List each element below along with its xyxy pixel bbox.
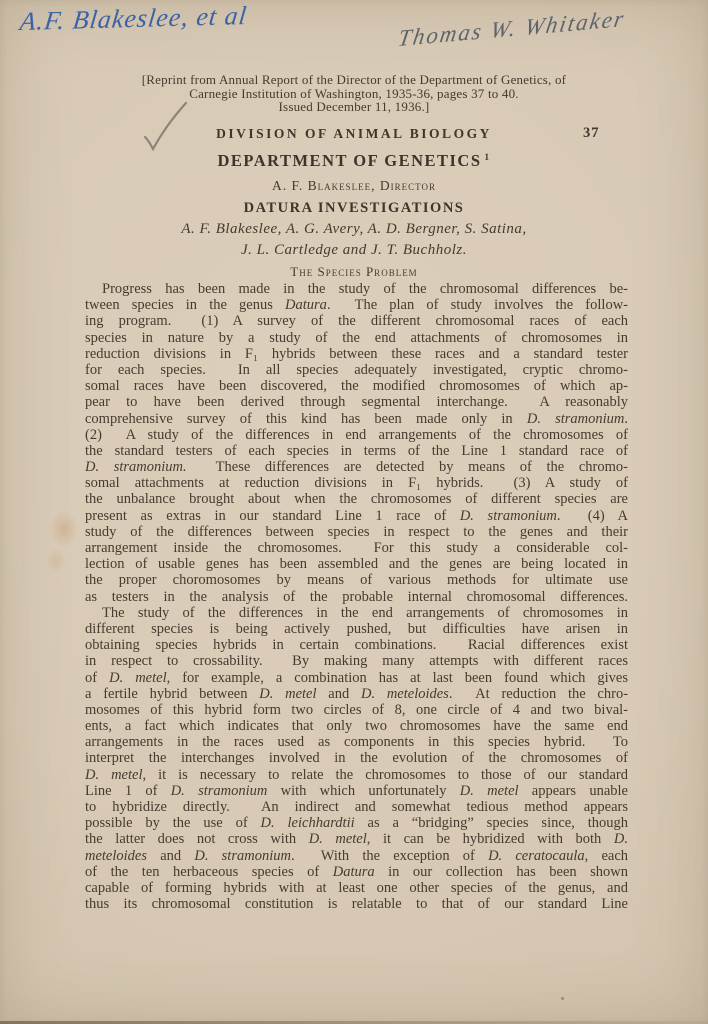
- paper-speck: [561, 997, 564, 1000]
- handwritten-inscription-left: A.F. Blakeslee, et al: [18, 0, 249, 37]
- text-line: study of the differences between species in respect to the genes and their: [85, 523, 628, 540]
- text-line: The study of the differences in the end arrangements of chromosomes in: [102, 604, 628, 621]
- text-line: of the ten herbaceous species of Datura in our collection has been shown: [85, 863, 628, 880]
- article-title: DATURA INVESTIGATIONS: [243, 200, 465, 216]
- text-line: to hybridize directly. An indirect and somewhat tedious method appears: [85, 799, 628, 815]
- text-line: meteloides and D. stramonium. With the exception of D. ceratocaula, each: [85, 847, 628, 864]
- text-line: mosomes of this hybrid form two circles of 8, one circle of 4 and two bival-: [85, 701, 628, 718]
- reprint-notice-line: Carnegie Institution of Washington, 1935-36, pages 37 to 40.: [189, 85, 519, 101]
- text-line: somal attachments at reduction divisions in F₁ hybrids. (3) A study of: [85, 475, 628, 492]
- text-line: for each species. In all species adequately investigated, cryptic chromo-: [85, 361, 628, 378]
- text-line: ents, a fact which indicates that only two chromosomes have the same end: [85, 718, 628, 735]
- department-heading-text: DEPARTMENT OF GENETICS: [217, 151, 482, 170]
- text-line: possible by the use of D. leichhardtii as a “bridging” species since, though: [85, 815, 628, 832]
- text-line: Progress has been made in the study of the chromosomal differences be-: [102, 281, 628, 297]
- text-line: reduction divisions in F₁ hybrids between these races and a standard tester: [85, 345, 628, 362]
- text-line: present as extras in our standard Line 1 race of D. stramonium. (4) A: [85, 507, 628, 524]
- text-line: tween species in the genus Datura. The plan of study involves the follow-: [85, 297, 628, 314]
- reprint-notice-line: [Reprint from Annual Report of the Director of the Department of Genetics, of: [141, 72, 567, 87]
- authors-line: J. L. Cartledge and J. T. Buchholz.: [241, 242, 467, 258]
- text-line: arrangement inside the chromosomes. For this study a considerable col-: [85, 540, 628, 556]
- paper-stain: [46, 548, 66, 574]
- text-line: interpret the interchanges involved in the evolution of the chromosomes of: [85, 750, 628, 767]
- paper-stain: [50, 510, 78, 548]
- reprint-notice: [0, 73, 708, 114]
- authors-line: A. F. Blakeslee, A. G. Avery, A. D. Bergner, S. Satina,: [181, 221, 527, 237]
- text-line: species in nature by a study of the end attachments of chromosomes in: [85, 329, 628, 346]
- paragraph: [85, 605, 628, 913]
- text-line: in respect to crossability. By making many attempts with different races: [85, 653, 628, 670]
- text-line: comprehensive survey of this kind has been made only in D. stramonium.: [85, 410, 628, 427]
- text-line: different species is being actively pushed, but difficulties have arisen in: [85, 620, 628, 637]
- text-line: the unbalance brought about when the chromosomes of different species are: [85, 491, 628, 508]
- body-text: [85, 281, 628, 912]
- text-line: the proper choromosomes by means of various methods for ultimate use: [85, 572, 628, 589]
- director-byline: A. F. Blakeslee, Director: [271, 178, 436, 193]
- text-line: (2) A study of the differences in end arrangements of the chromosomes of: [85, 426, 628, 443]
- paragraph: [85, 281, 628, 605]
- text-line: pear to have been derived through segmental interchange. A reasonably: [85, 394, 628, 411]
- text-line: Line 1 of D. stramonium with which unfortunately D. metel appears unable: [85, 782, 628, 799]
- text-line: as testers in the analysis of the probable internal chromosomal differences.: [85, 588, 628, 605]
- text-line: a fertile hybrid between D. metel and D. meteloides. At reduction the chro-: [85, 685, 628, 702]
- handwritten-signature-right: Thomas W. Whitaker: [396, 5, 628, 52]
- text-line: obtaining species hybrids in certain combinations. Racial differences exist: [85, 637, 628, 654]
- text-line: thus its chromosomal constitution is relatable to that of our standard Line: [85, 896, 628, 913]
- reprint-notice-line: Issued December 11, 1936.]: [278, 99, 430, 115]
- text-line: D. stramonium. These differences are detected by means of the chromo-: [85, 459, 628, 476]
- text-line: ing program. (1) A survey of the different chromosomal races of each: [85, 313, 628, 330]
- department-heading: [0, 151, 708, 171]
- text-line: capable of forming hybrids with at least one other species of the genus, and: [85, 879, 628, 896]
- text-line: arrangements in the races used as components in this species hybrid. To: [85, 734, 628, 751]
- text-line: lection of usable genes has been assembled and the genes are being located in: [85, 556, 628, 573]
- footnote-marker: 1: [484, 151, 491, 162]
- text-line: somal races have been discovered, the modified chromosomes of which ap-: [85, 378, 628, 395]
- text-line: of D. metel, for example, a combination has at last been found which gives: [85, 669, 628, 686]
- running-head: DIVISION OF ANIMAL BIOLOGY: [216, 126, 492, 141]
- text-line: D. metel, it is necessary to relate the chromosomes to those of our standard: [85, 766, 628, 783]
- section-heading: The Species Problem: [290, 264, 418, 279]
- text-line: the latter does not cross with D. metel, it can be hybridized with both D.: [85, 831, 628, 848]
- text-line: the standard testers of each species in terms of the Line 1 standard race of: [85, 442, 628, 459]
- page-number: 37: [583, 125, 600, 141]
